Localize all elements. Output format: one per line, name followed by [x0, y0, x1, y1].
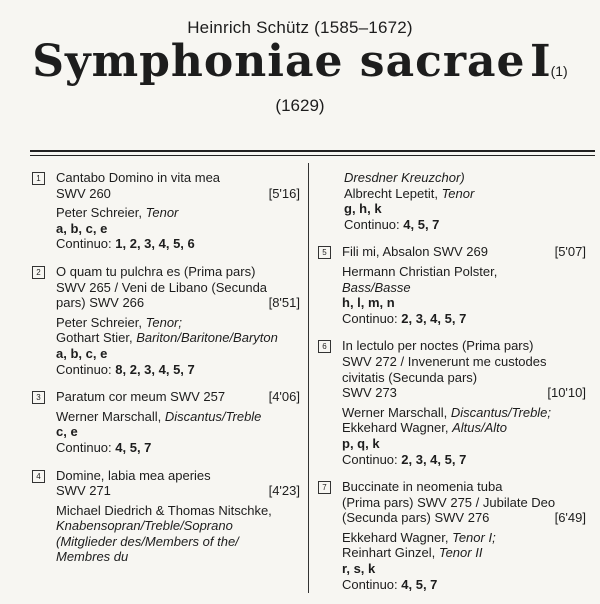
performer-line: [56, 409, 300, 425]
track-number: 2: [32, 266, 45, 279]
performer-line: [342, 264, 586, 280]
continuo-line: [342, 452, 586, 468]
track-entry: [32, 170, 300, 252]
performers: [342, 264, 586, 295]
track-duration: [5'07]: [554, 244, 586, 260]
track-title-text: pars) SWV 266: [56, 295, 145, 311]
continuo-values: 2, 3, 4, 5, 7: [401, 451, 467, 467]
volume-subtitle: (1): [550, 63, 568, 79]
performer-line: [344, 186, 586, 202]
performer-name: Werner Marschall,: [342, 404, 451, 420]
track-title-line: O quam tu pulchra es (Prima pars): [56, 263, 256, 279]
track-title-last-line: [56, 483, 300, 499]
header: [0, 0, 600, 150]
performers: [56, 503, 300, 565]
performer-name: Peter Schreier,: [56, 314, 146, 330]
performer-role: (Mitglieder des/Members of the/: [56, 533, 239, 549]
performer-role: Tenor: [441, 185, 475, 201]
track-title-text: SWV 273: [342, 385, 397, 401]
volume-numeral: I: [530, 36, 551, 87]
performer-name: Hermann Christian Polster,: [342, 263, 498, 279]
continuo-label: Continuo:: [342, 310, 402, 326]
performer-role: Tenor;: [145, 314, 182, 330]
title-text: Symphoniae sacrae: [32, 36, 526, 87]
left-column: [32, 170, 300, 577]
performer-role: Altus/Alto: [452, 420, 507, 436]
continuo-values: 8, 2, 3, 4, 5, 7: [115, 361, 195, 377]
continuo-label: Continuo:: [344, 216, 404, 232]
performer-name: Peter Schreier,: [56, 205, 146, 221]
track-entry: [318, 244, 586, 326]
performer-line: [56, 330, 300, 346]
continuo-values: 4, 5, 7: [115, 439, 152, 455]
track-title-line: Buccinate in neomenia tuba: [342, 479, 503, 495]
track-title-line: SWV 265 / Veni de Libano (Secunda: [56, 279, 268, 295]
continuo-label: Continuo:: [342, 451, 402, 467]
track-entry: [32, 389, 300, 455]
performer-line: [56, 315, 300, 331]
track-number: 7: [318, 481, 331, 494]
track-title-last-line: [342, 510, 586, 526]
track-title-line: SWV 272 / Invenerunt me custodes: [342, 353, 547, 369]
performer-line: [344, 170, 586, 186]
track-title-line: In lectulo per noctes (Prima pars): [342, 338, 534, 354]
track-title-last-line: [56, 186, 300, 202]
track-duration: [8'51]: [268, 295, 300, 311]
track-entry: [318, 479, 586, 592]
track-number: 5: [318, 246, 331, 259]
continuo-label: Continuo:: [56, 439, 116, 455]
track-duration: [5'16]: [268, 185, 300, 201]
track-number: 3: [32, 391, 45, 404]
performer-name: Michael Diedrich & Thomas Nitschke,: [56, 502, 272, 518]
performer-name: Albrecht Lepetit,: [344, 185, 442, 201]
instrument-letters: c, e: [56, 424, 78, 440]
performer-role: Discantus/Treble;: [450, 404, 552, 420]
performer-line: [56, 518, 300, 534]
continuo-values: 2, 3, 4, 5, 7: [401, 310, 467, 326]
track-title-text: Paratum cor meum SWV 257: [56, 389, 226, 405]
continuo-line: [56, 362, 300, 378]
track-continuation: [318, 170, 586, 232]
performer-line: [342, 530, 586, 546]
track-number: 4: [32, 470, 45, 483]
performer-name: Reinhart Ginzel,: [342, 545, 439, 561]
performers: [56, 205, 300, 221]
performer-line: [56, 549, 300, 565]
performers: [342, 530, 586, 561]
performer-role: Membres du: [56, 549, 129, 565]
track-title-text: SWV 271: [56, 483, 111, 499]
continuo-line: [56, 236, 300, 252]
instrument-letters: p, q, k: [342, 435, 380, 451]
performers: [344, 170, 586, 201]
column-divider: [308, 163, 309, 593]
track-title-line: civitatis (Secunda pars): [342, 369, 478, 385]
performer-role: Bass/Basse: [342, 279, 411, 295]
track-title-line: Cantabo Domino in vita mea: [56, 170, 221, 185]
continuo-values: 1, 2, 3, 4, 5, 6: [115, 236, 195, 252]
performer-line: [56, 503, 300, 519]
track-title-text: (Secunda pars) SWV 276: [342, 510, 490, 526]
performer-role: Tenor: [145, 205, 179, 221]
performer-name: Ekkehard Wagner,: [342, 529, 453, 545]
performer-name: Ekkehard Wagner,: [342, 420, 453, 436]
track-title-last-line: [56, 389, 300, 405]
instrument-letters: a, b, c, e: [56, 220, 108, 236]
track-duration: [4'06]: [268, 389, 300, 405]
track-title-line: (Prima pars) SWV 275 / Jubilate Deo: [342, 494, 556, 510]
instrument-letters: h, l, m, n: [342, 295, 395, 311]
performer-line: [56, 534, 300, 550]
track-entry: [318, 338, 586, 467]
track-title-text: Fili mi, Absalon SWV 269: [342, 244, 488, 260]
composer-line: Heinrich Schütz (1585–1672): [187, 18, 413, 37]
continuo-line: [56, 440, 300, 456]
performer-line: [342, 405, 586, 421]
performer-line: [342, 420, 586, 436]
performer-line: [342, 545, 586, 561]
continuo-line: [344, 217, 586, 233]
performer-line: [56, 205, 300, 221]
instrument-letters: a, b, c, e: [56, 345, 108, 361]
performers: [56, 409, 300, 425]
header-rule-thick: [30, 150, 595, 152]
continuo-line: [342, 577, 586, 593]
track-entry: [32, 264, 300, 377]
continuo-line: [342, 311, 586, 327]
performer-role: Bariton/Baritone/Baryton: [136, 330, 278, 346]
track-title-line: Domine, labia mea aperies: [56, 467, 211, 483]
track-title-last-line: [342, 385, 586, 401]
track-entry: [32, 468, 300, 566]
track-duration: [4'23]: [268, 483, 300, 499]
track-number: 6: [318, 340, 331, 353]
track-duration: [10'10]: [547, 385, 586, 401]
continuo-label: Continuo:: [56, 236, 116, 252]
performer-role: Dresdner Kreuzchor): [344, 170, 465, 185]
performer-line: [342, 280, 586, 296]
performers: [342, 405, 586, 436]
continuo-values: 4, 5, 7: [401, 576, 438, 592]
right-column: [318, 170, 586, 604]
performers: [56, 315, 300, 346]
track-duration: [6'49]: [554, 510, 586, 526]
instrument-letters: r, s, k: [342, 561, 376, 577]
continuo-label: Continuo:: [56, 361, 116, 377]
performer-role: Tenor II: [438, 545, 483, 561]
track-number: 1: [32, 172, 45, 185]
performer-name: Gothart Stier,: [56, 330, 137, 346]
performer-role: Discantus/Treble: [164, 408, 262, 424]
continuo-label: Continuo:: [342, 576, 402, 592]
work-title: [0, 36, 600, 87]
publication-year: (1629): [275, 96, 325, 115]
performer-name: Werner Marschall,: [56, 408, 165, 424]
track-title-last-line: [56, 295, 300, 311]
performer-role: Tenor I;: [452, 529, 496, 545]
instrument-letters: g, h, k: [344, 201, 382, 217]
track-title-last-line: [342, 244, 586, 260]
continuo-values: 4, 5, 7: [403, 216, 440, 232]
performer-role: Knabensopran/Treble/Soprano: [56, 518, 233, 534]
header-rule-thin: [30, 155, 595, 156]
track-title-text: SWV 260: [56, 185, 111, 201]
